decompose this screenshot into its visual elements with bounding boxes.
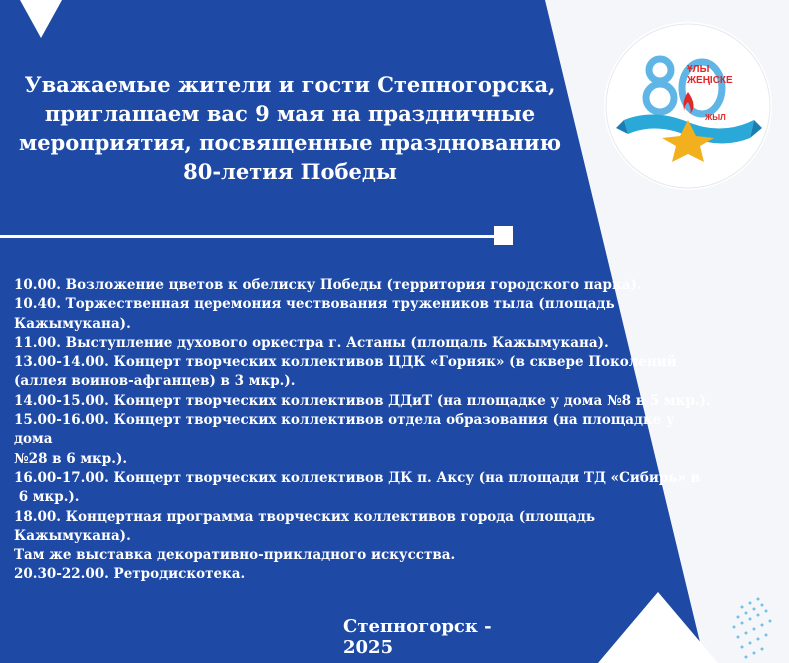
schedule-line: 13.00-14.00. Концерт творческих коллективов ЦДК «Горняк» (в сквере Поколений [14,354,677,371]
schedule-line: Там же выставка декоративно-прикладного искусства. [14,547,456,564]
schedule-line: 15.00-16.00. Концерт творческих коллективов отдела образования (на площадке у дома [14,412,675,448]
divider-square [494,226,513,245]
title-line: мероприятия, посвященные празднованию [18,130,562,155]
schedule-line: 10.00. Возложение цветов к обелиску Победы (территория городского парка). [14,277,642,293]
page-title [0,70,580,186]
schedule-line: (аллея воинов-афганцев) в 3 мкр.). [14,373,296,390]
divider-line [0,235,498,238]
schedule-line: 11.00. Выступление духового оркестра г. Астаны (площаль Кажымукана). [14,334,609,351]
victory-80-logo [604,22,772,190]
schedule-line: 14.00-15.00. Концерт творческих коллективов ДДиТ (на площадке у дома №8 в 5 мкр.). [14,392,711,409]
logo-caption-year: ЖЫЛ [705,113,726,122]
logo-graphic [604,22,772,190]
event-schedule [14,276,714,585]
schedule-line: 18.00. Концертная программа творческих коллективов города (площадь Кажымукана). [14,508,596,544]
logo-caption: ҰЛЫ ЖЕҢІСКЕ [687,64,733,86]
footer-caption: Степногорск - 2025 [343,616,492,658]
schedule-line: 20.30-22.00. Ретродискотека. [14,566,246,583]
schedule-line: №28 в 6 мкр.). [14,450,128,467]
title-line: приглашаем вас 9 мая на праздничные [44,101,536,126]
schedule-line: 10.40. Торжественная церемония чествования тружеников тыла (площадь [14,296,615,313]
title-line: Уважаемые жители и гости Степногорска, [24,72,556,97]
schedule-line: Кажымукана). [14,315,131,332]
schedule-line: 16.00-17.00. Концерт творческих коллективов ДК п. Аксу (на площади ТД «Сибирь» в [14,469,700,486]
schedule-line: 6 мкр.). [14,489,80,506]
title-line: 80-летия Победы [183,159,397,184]
